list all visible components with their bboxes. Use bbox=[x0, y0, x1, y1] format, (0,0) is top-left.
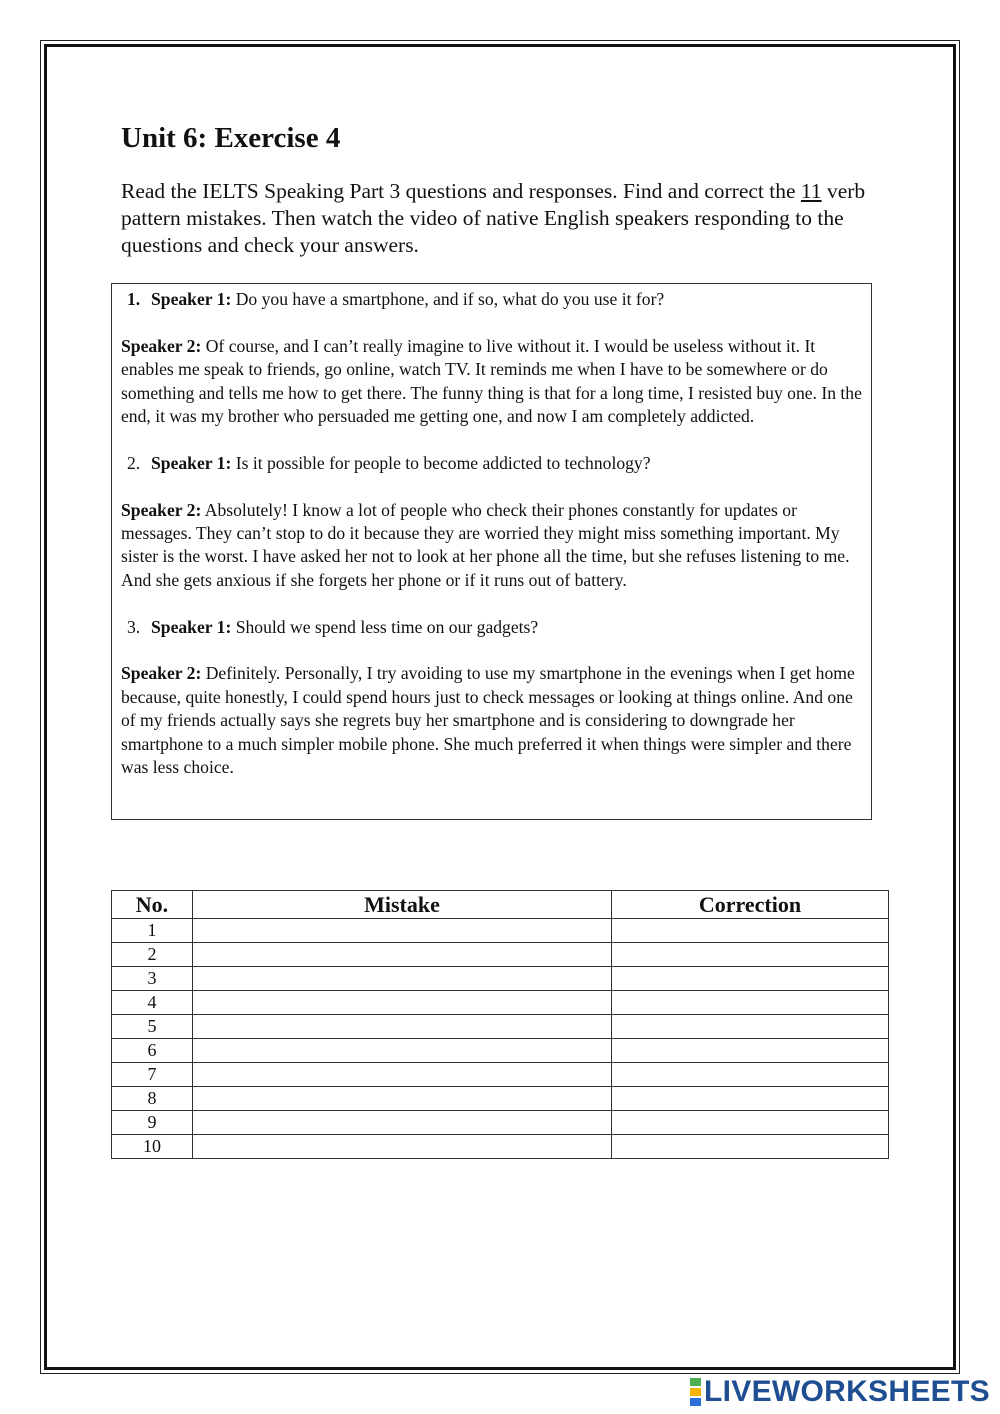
answer-1 bbox=[121, 335, 862, 429]
row-number: 1 bbox=[112, 919, 193, 943]
table-row bbox=[112, 919, 889, 943]
question-number: 1. bbox=[127, 289, 141, 309]
row-number: 4 bbox=[112, 991, 193, 1015]
speaker-label: Speaker 2: bbox=[121, 335, 202, 356]
mistake-cell[interactable] bbox=[193, 943, 612, 967]
header-correction: Correction bbox=[612, 891, 889, 919]
row-number: 7 bbox=[112, 1063, 193, 1087]
speaker-label: Speaker 1: bbox=[151, 289, 232, 309]
liveworksheets-logo[interactable] bbox=[690, 1374, 990, 1410]
instructions bbox=[121, 178, 881, 259]
table-row bbox=[112, 1087, 889, 1111]
correction-cell[interactable] bbox=[612, 943, 889, 967]
question-3 bbox=[121, 616, 862, 639]
mistake-cell[interactable] bbox=[193, 967, 612, 991]
mistake-cell[interactable] bbox=[193, 1087, 612, 1111]
correction-cell[interactable] bbox=[612, 1039, 889, 1063]
row-number: 3 bbox=[112, 967, 193, 991]
speaker-label: Speaker 2: bbox=[121, 663, 202, 684]
dialogue-box bbox=[111, 283, 872, 820]
logo-icon bbox=[690, 1377, 701, 1407]
table-row bbox=[112, 991, 889, 1015]
row-number: 10 bbox=[112, 1135, 193, 1159]
mistake-cell[interactable] bbox=[193, 919, 612, 943]
mistake-cell[interactable] bbox=[193, 991, 612, 1015]
row-number: 9 bbox=[112, 1111, 193, 1135]
correction-cell[interactable] bbox=[612, 1135, 889, 1159]
mistake-cell[interactable] bbox=[193, 1015, 612, 1039]
answer-2 bbox=[121, 499, 862, 593]
correction-cell[interactable] bbox=[612, 967, 889, 991]
speaker-label: Speaker 1: bbox=[151, 452, 232, 473]
logo-text: LIVEWORKSHEETS bbox=[704, 1375, 990, 1408]
mistake-cell[interactable] bbox=[193, 1039, 612, 1063]
header-no: No. bbox=[112, 891, 193, 919]
table-row bbox=[112, 1135, 889, 1159]
table-row bbox=[112, 1015, 889, 1039]
row-number: 8 bbox=[112, 1087, 193, 1111]
correction-cell[interactable] bbox=[612, 991, 889, 1015]
instructions-text-2: verb pattern mistakes. Then watch the video of native English speakers responding to the questions and check your answers. bbox=[121, 179, 866, 257]
table-row bbox=[112, 1039, 889, 1063]
table-header-row bbox=[112, 891, 889, 919]
answer-text: Definitely. Personally, I try avoiding to use my smartphone in the evenings when I get home because, quite honestly, I could spend hours just to check messages or looking at things online. And one of my friends actually says she regrets buy her smartphone and is considering to downgrade her smartphone to a much simpler mobile phone. She much preferred it when things were simpler and there was less choice. bbox=[121, 663, 855, 778]
speaker-label: Speaker 2: bbox=[121, 499, 202, 520]
answer-3 bbox=[121, 662, 862, 779]
page-title: Unit 6: Exercise 4 bbox=[121, 122, 341, 154]
question-number: 3. bbox=[127, 616, 141, 637]
correction-cell[interactable] bbox=[612, 1111, 889, 1135]
row-number: 6 bbox=[112, 1039, 193, 1063]
correction-cell[interactable] bbox=[612, 1063, 889, 1087]
answer-text: Absolutely! I know a lot of people who check their phones constantly for updates or messages. They can’t stop to do it because they are worried they might miss something important. My sister is the worst. I have asked her not to look at her phone all the time, but she refuses listening to me. And she gets anxious if she forgets her phone or if it runs out of battery. bbox=[121, 499, 850, 590]
answer-text: Of course, and I can’t really imagine to live without it. I would be useless without it. It enables me speak to friends, go online, watch TV. It reminds me when I have to be somewhere or do something and tells me how to get there. The funny thing is that for a long time, I resisted buy one. In the end, it was my brother who persuaded me getting one, and now I am completely addicted. bbox=[121, 335, 862, 427]
question-text: Do you have a smartphone, and if so, what do you use it for? bbox=[231, 289, 665, 309]
table-row bbox=[112, 967, 889, 991]
question-text: Is it possible for people to become addicted to technology? bbox=[231, 452, 651, 473]
correction-cell[interactable] bbox=[612, 1015, 889, 1039]
table-row bbox=[112, 1063, 889, 1087]
correction-cell[interactable] bbox=[612, 1087, 889, 1111]
question-1 bbox=[121, 288, 862, 311]
answer-table bbox=[111, 890, 889, 1159]
question-text: Should we spend less time on our gadgets? bbox=[231, 616, 539, 637]
question-2 bbox=[121, 452, 862, 475]
row-number: 2 bbox=[112, 943, 193, 967]
mistake-cell[interactable] bbox=[193, 1111, 612, 1135]
header-mistake: Mistake bbox=[193, 891, 612, 919]
mistake-cell[interactable] bbox=[193, 1063, 612, 1087]
table-row bbox=[112, 943, 889, 967]
correction-cell[interactable] bbox=[612, 919, 889, 943]
mistake-cell[interactable] bbox=[193, 1135, 612, 1159]
instructions-text-1: Read the IELTS Speaking Part 3 questions and responses. Find and correct the bbox=[121, 179, 801, 203]
question-number: 2. bbox=[127, 452, 141, 473]
row-number: 5 bbox=[112, 1015, 193, 1039]
speaker-label: Speaker 1: bbox=[151, 616, 232, 637]
table-row bbox=[112, 1111, 889, 1135]
mistake-count: 11 bbox=[800, 179, 822, 203]
